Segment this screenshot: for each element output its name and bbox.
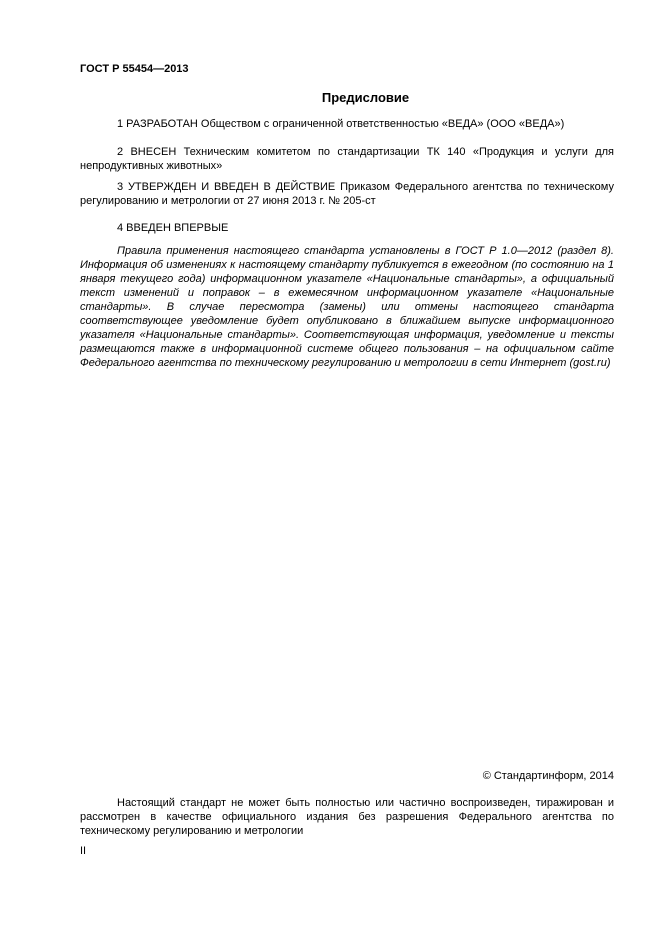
preface-item-4-text: 4 ВВЕДЕН ВПЕРВЫЕ — [117, 222, 229, 234]
preface-item-3-text: 3 УТВЕРЖДЕН И ВВЕДЕН В ДЕЙСТВИЕ Приказом Федерального агентства по техническому регулированию и метрологии от 27 июня 2013 г. № 205-ст — [80, 181, 614, 207]
copyright: © Стандартинформ, 2014 — [482, 770, 614, 782]
preface-item-1 — [80, 117, 614, 131]
page-number: II — [80, 845, 87, 857]
preface-item-2-text: 2 ВНЕСЕН Техническим комитетом по стандартизации ТК 140 «Продукция и услуги для непродуктивных животных» — [80, 146, 614, 172]
preface-title — [0, 90, 661, 105]
preface-note-text: Правила применения настоящего стандарта установлены в ГОСТ Р 1.0—2012 (раздел 8). Информация об изменениях к настоящему стандарту публикуется в ежегодном (по состоянию на 1 января текущего года) информационном указателе «Национальные стандарты», а официальный текст изменений и поправок – в ежемесячном информационном указателе «Национальные стандарты». В случае пересмотра (замены) или отмены настоящего стандарта соответствующее уведомление будет опубликовано в ближайшем выпуске информационного указателя «Национальные стандарты». Соответствующая информация, уведомление и тексты размещаются также в информационной системе общего пользования – на официальном сайте Федерального агентства по техническому регулированию и метрологии в сети Интернет (gost.ru) — [80, 245, 614, 369]
standard-code: ГОСТ Р 55454—2013 — [80, 63, 189, 75]
preface-item-4 — [80, 221, 614, 235]
preface-title-text: Предисловие — [321, 90, 410, 105]
preface-note — [80, 244, 614, 370]
preface-item-3 — [80, 180, 614, 208]
footer-notice-text: Настоящий стандарт не может быть полностью или частично воспроизведен, тиражирован и рассмотрен в качестве официального издания без разрешения Федерального агентства по техническому регулированию и метрологии — [80, 797, 614, 837]
preface-item-1-text: 1 РАЗРАБОТАН Обществом с ограниченной ответственностью «ВЕДА» (ООО «ВЕДА») — [117, 118, 565, 130]
preface-item-2 — [80, 145, 614, 173]
footer-notice — [80, 796, 614, 838]
